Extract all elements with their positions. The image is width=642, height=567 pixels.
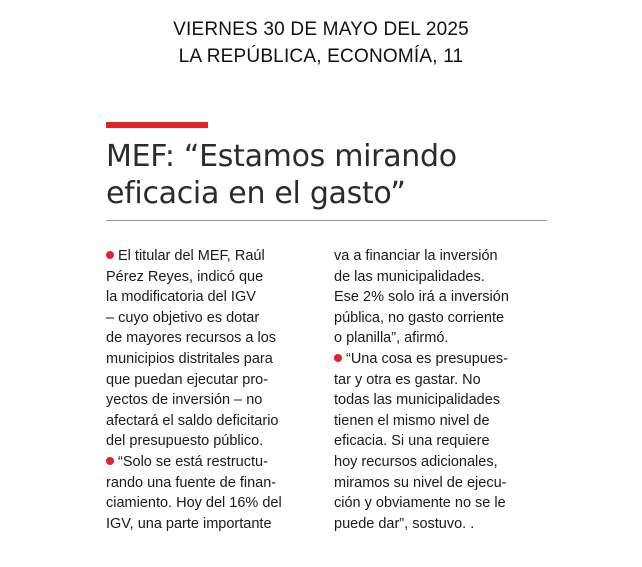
article-line: eficacia. Si una requiere	[334, 433, 490, 450]
bullet-icon	[106, 457, 114, 465]
article-line: – cuyo objetivo es dotar	[106, 309, 260, 326]
article-line: IGV, una parte importante	[106, 515, 272, 532]
article-line: de las municipalidades.	[334, 268, 485, 285]
article-line: miramos su nivel de ejecu-	[334, 474, 507, 491]
article-column-left	[106, 246, 321, 534]
article-line: “Una cosa es presupues-	[334, 349, 549, 370]
article-line: la modificatoria del IGV	[106, 289, 256, 306]
article-line: del presupuesto público.	[106, 433, 264, 450]
article-line: pública, no gasto corriente	[334, 309, 505, 326]
article-line: hoy recursos adicionales,	[334, 453, 498, 470]
accent-bar	[106, 122, 208, 128]
article-line: rando una fuente de finan-	[106, 474, 277, 491]
dateline	[0, 16, 642, 70]
headline	[106, 138, 546, 212]
headline-line-1: MEF: “Estamos mirando	[106, 139, 457, 174]
article-column-right	[334, 246, 549, 534]
article-line: municipios distritales para	[106, 350, 273, 367]
publication-source: LA REPÚBLICA, ECONOMÍA, 11	[178, 46, 464, 67]
article-line: o planilla”, afirmó.	[334, 330, 449, 347]
headline-divider	[106, 220, 547, 221]
article-line: Pérez Reyes, indicó que	[106, 268, 264, 285]
article-line: de mayores recursos a los	[106, 330, 277, 347]
article-line: puede dar”, sostuvo. .	[334, 515, 475, 532]
article-line: ciamiento. Hoy del 16% del	[106, 495, 282, 512]
article-line: ción y obviamente no se le	[334, 495, 506, 512]
headline-line-2: eficacia en el gasto”	[106, 176, 406, 211]
article-line: tienen el mismo nivel de	[334, 412, 490, 429]
article-line: “Solo se está restructu-	[106, 452, 321, 473]
article-line: afectará el saldo deficitario	[106, 412, 279, 429]
article-line: yectos de inversión – no	[106, 392, 263, 409]
article-line: tar y otra es gastar. No	[334, 371, 481, 388]
article-line: todas las municipalidades	[334, 392, 501, 409]
article-line: que puedan ejecutar pro-	[106, 371, 269, 388]
publication-date: VIERNES 30 DE MAYO DEL 2025	[173, 19, 469, 40]
article-line: va a financiar la inversión	[334, 248, 498, 264]
bullet-icon	[106, 251, 114, 259]
article-line: El titular del MEF, Raúl	[106, 246, 321, 267]
bullet-icon	[334, 354, 342, 362]
article-line: Ese 2% solo irá a inversión	[334, 289, 509, 306]
